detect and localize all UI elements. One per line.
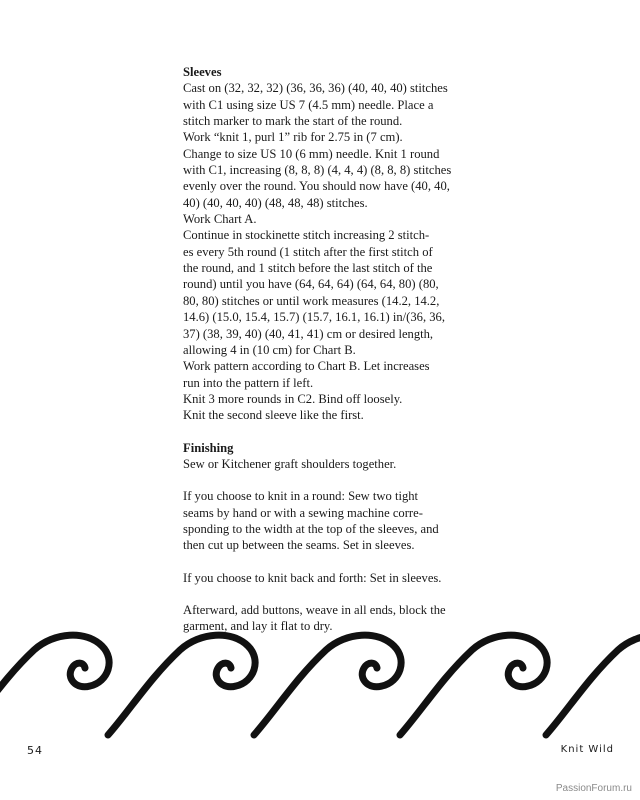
watermark: PassionForum.ru	[555, 783, 632, 794]
wave-curl	[546, 635, 640, 735]
section-gap	[183, 424, 483, 440]
text-line: with C1 using size US 7 (4.5 mm) needle. Place a	[183, 97, 434, 112]
text-line: 80, 80) stitches or until work measures (14.2, 14.2,	[183, 293, 440, 308]
text-line: Afterward, add buttons, weave in all ends, block the	[183, 602, 446, 617]
wave-curl-group	[0, 635, 640, 735]
text-line: Knit 3 more rounds in C2. Bind off loosely.	[183, 391, 403, 406]
page-content	[183, 64, 483, 635]
text-line: Knit the second sleeve like the first.	[183, 408, 364, 423]
wave-curl	[400, 635, 547, 735]
text-line: If you choose to knit back and forth: Set in sleeves.	[183, 570, 442, 585]
text-line: es every 5th round (1 stitch after the first stitch of	[183, 244, 433, 259]
text-line: 14.6) (15.0, 15.4, 15.7) (15.7, 16.1, 16.1) in/(36, 36,	[183, 310, 445, 325]
text-line: Continue in stockinette stitch increasing 2 stitch-	[183, 228, 430, 243]
sleeves-instructions	[183, 80, 483, 423]
book-title: Knit Wild	[560, 744, 614, 755]
finishing-heading: Finishing	[183, 440, 234, 455]
sleeves-heading: Sleeves	[183, 65, 222, 79]
text-line: evenly over the round. You should now have (40, 40,	[183, 179, 450, 194]
paragraph-gap	[183, 554, 483, 570]
text-line: seams by hand or with a sewing machine corre-	[183, 505, 423, 520]
text-line: allowing 4 in (10 cm) for Chart B.	[183, 342, 356, 357]
wave-curl	[254, 635, 401, 735]
text-line: then cut up between the seams. Set in sleeves.	[183, 538, 415, 553]
text-line: run into the pattern if left.	[183, 375, 314, 390]
text-line: stitch marker to mark the start of the round.	[183, 114, 403, 129]
wave-curl	[0, 635, 109, 735]
paragraph-gap	[183, 586, 483, 602]
text-line: If you choose to knit in a round: Sew two tight	[183, 489, 419, 504]
text-line: sponding to the width at the top of the sleeves, and	[183, 521, 439, 536]
paragraph-gap	[183, 472, 483, 488]
text-line: Change to size US 10 (6 mm) needle. Knit 1 round	[183, 146, 440, 161]
wave-border	[0, 628, 640, 740]
text-line: with C1, increasing (8, 8, 8) (4, 4, 4) (8, 8, 8) stitches	[183, 163, 452, 178]
text-line: round) until you have (64, 64, 64) (64, 64, 80) (80,	[183, 277, 439, 292]
text-line: Work pattern according to Chart B. Let increases	[183, 359, 430, 374]
text-line: Work Chart A.	[183, 212, 257, 227]
finishing-paragraph	[183, 570, 483, 586]
finishing-paragraph	[183, 488, 483, 553]
page-number: 54	[27, 744, 43, 757]
finishing-paragraph	[183, 456, 483, 472]
wave-curl	[108, 635, 255, 735]
text-line: garment, and lay it flat to dry.	[183, 619, 333, 634]
text-line: Work “knit 1, purl 1” rib for 2.75 in (7 cm).	[183, 130, 403, 145]
text-line: 37) (38, 39, 40) (40, 41, 41) cm or desired length,	[183, 326, 434, 341]
text-line: Sew or Kitchener graft shoulders together.	[183, 456, 397, 471]
text-line: 40) (40, 40, 40) (48, 48, 48) stitches.	[183, 195, 368, 210]
text-line: the round, and 1 stitch before the last stitch of the	[183, 261, 433, 276]
text-line: Cast on (32, 32, 32) (36, 36, 36) (40, 40, 40) stitches	[183, 81, 448, 96]
